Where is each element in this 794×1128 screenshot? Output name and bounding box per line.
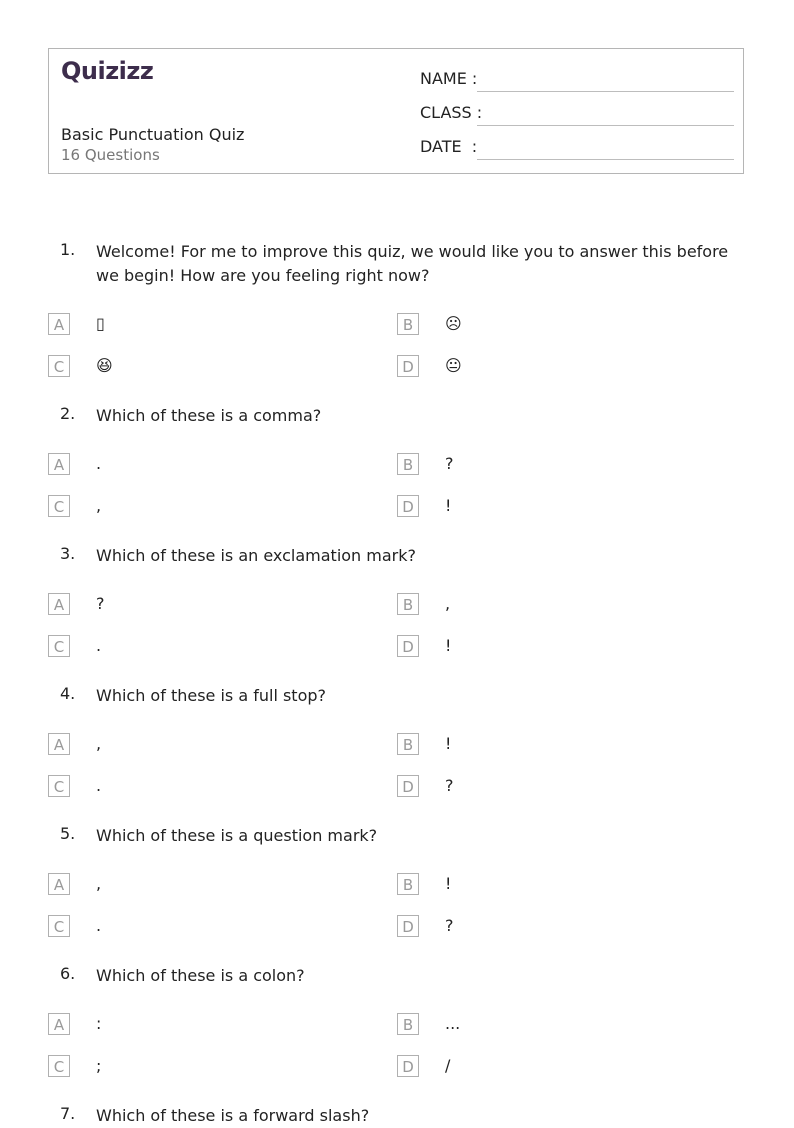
option-c[interactable] xyxy=(48,1055,348,1079)
name-field[interactable] xyxy=(420,69,734,93)
option-text: ? xyxy=(96,594,105,613)
option-c[interactable] xyxy=(48,915,348,939)
option-c[interactable] xyxy=(48,775,348,799)
option-letter: C xyxy=(48,1055,70,1077)
question-count: 16 Questions xyxy=(61,146,160,164)
option-letter: B xyxy=(397,733,419,755)
option-letter: A xyxy=(48,1013,70,1035)
question-number: 7. xyxy=(60,1104,76,1123)
option-text: . xyxy=(96,776,102,795)
option-d[interactable] xyxy=(397,915,697,939)
option-text: , xyxy=(96,874,102,893)
option-text: ! xyxy=(445,496,452,515)
option-letter: B xyxy=(397,453,419,475)
option-text: . xyxy=(96,636,102,655)
option-b[interactable] xyxy=(397,873,697,897)
option-letter: A xyxy=(48,593,70,615)
option-text: ? xyxy=(445,454,454,473)
option-text: ? xyxy=(445,916,454,935)
option-letter: D xyxy=(397,1055,419,1077)
question-number: 3. xyxy=(60,544,76,563)
option-a[interactable] xyxy=(48,313,348,337)
question-text: Which of these is a full stop? xyxy=(96,686,327,705)
option-letter: D xyxy=(397,775,419,797)
option-a[interactable] xyxy=(48,873,348,897)
class-field[interactable] xyxy=(420,103,734,127)
date-label: DATE : xyxy=(420,137,478,156)
option-c[interactable] xyxy=(48,355,348,379)
question-number: 2. xyxy=(60,404,76,423)
option-letter: B xyxy=(397,873,419,895)
question-text: Welcome! For me to improve this quiz, we would like you to answer this before we begin! How are you feeling right now? xyxy=(96,242,729,285)
option-text: , xyxy=(445,594,451,613)
option-text: 😐 xyxy=(445,356,462,375)
option-d[interactable] xyxy=(397,355,697,379)
question-text: Which of these is a forward slash? xyxy=(96,1106,370,1125)
question-text: Which of these is an exclamation mark? xyxy=(96,546,417,565)
option-letter: A xyxy=(48,453,70,475)
question-text: Which of these is a comma? xyxy=(96,406,322,425)
option-d[interactable] xyxy=(397,495,697,519)
option-text: / xyxy=(445,1056,451,1075)
quiz-header xyxy=(48,48,744,174)
option-d[interactable] xyxy=(397,775,697,799)
option-letter: C xyxy=(48,635,70,657)
option-c[interactable] xyxy=(48,495,348,519)
option-text: . xyxy=(96,454,102,473)
quizizz-logo: Quizizz xyxy=(61,57,154,85)
option-letter: D xyxy=(397,495,419,517)
option-text: 😆 xyxy=(96,356,113,375)
option-b[interactable] xyxy=(397,453,697,477)
option-letter: C xyxy=(48,775,70,797)
option-a[interactable] xyxy=(48,1013,348,1037)
question-number: 5. xyxy=(60,824,76,843)
option-text: : xyxy=(96,1014,102,1033)
question-text: Which of these is a colon? xyxy=(96,966,305,985)
option-a[interactable] xyxy=(48,593,348,617)
option-letter: A xyxy=(48,733,70,755)
option-d[interactable] xyxy=(397,1055,697,1079)
option-text: ! xyxy=(445,734,452,753)
option-letter: B xyxy=(397,313,419,335)
question-number: 4. xyxy=(60,684,76,703)
date-field[interactable] xyxy=(420,137,734,161)
option-letter: D xyxy=(397,915,419,937)
option-text: ▯ xyxy=(96,314,105,333)
option-b[interactable] xyxy=(397,1013,697,1037)
option-text: , xyxy=(96,734,102,753)
class-label: CLASS : xyxy=(420,103,483,122)
option-text: ... xyxy=(445,1014,461,1033)
option-a[interactable] xyxy=(48,733,348,757)
quiz-title: Basic Punctuation Quiz xyxy=(61,125,245,144)
date-line[interactable] xyxy=(477,159,734,160)
option-text: , xyxy=(96,496,102,515)
option-letter: D xyxy=(397,355,419,377)
option-text: ! xyxy=(445,874,452,893)
option-letter: D xyxy=(397,635,419,657)
option-b[interactable] xyxy=(397,733,697,757)
option-a[interactable] xyxy=(48,453,348,477)
question-number: 1. xyxy=(60,240,76,259)
name-label: NAME : xyxy=(420,69,478,88)
option-letter: A xyxy=(48,873,70,895)
option-letter: B xyxy=(397,1013,419,1035)
option-text: ☹ xyxy=(445,314,462,333)
option-b[interactable] xyxy=(397,593,697,617)
option-d[interactable] xyxy=(397,635,697,659)
option-letter: A xyxy=(48,313,70,335)
question-text: Which of these is a question mark? xyxy=(96,826,378,845)
option-text: . xyxy=(96,916,102,935)
option-text: ! xyxy=(445,636,452,655)
option-c[interactable] xyxy=(48,635,348,659)
option-letter: C xyxy=(48,355,70,377)
option-b[interactable] xyxy=(397,313,697,337)
option-letter: C xyxy=(48,915,70,937)
option-text: ? xyxy=(445,776,454,795)
option-letter: B xyxy=(397,593,419,615)
question-number: 6. xyxy=(60,964,76,983)
class-line[interactable] xyxy=(477,125,734,126)
name-line[interactable] xyxy=(477,91,734,92)
option-text: ; xyxy=(96,1056,102,1075)
option-letter: C xyxy=(48,495,70,517)
